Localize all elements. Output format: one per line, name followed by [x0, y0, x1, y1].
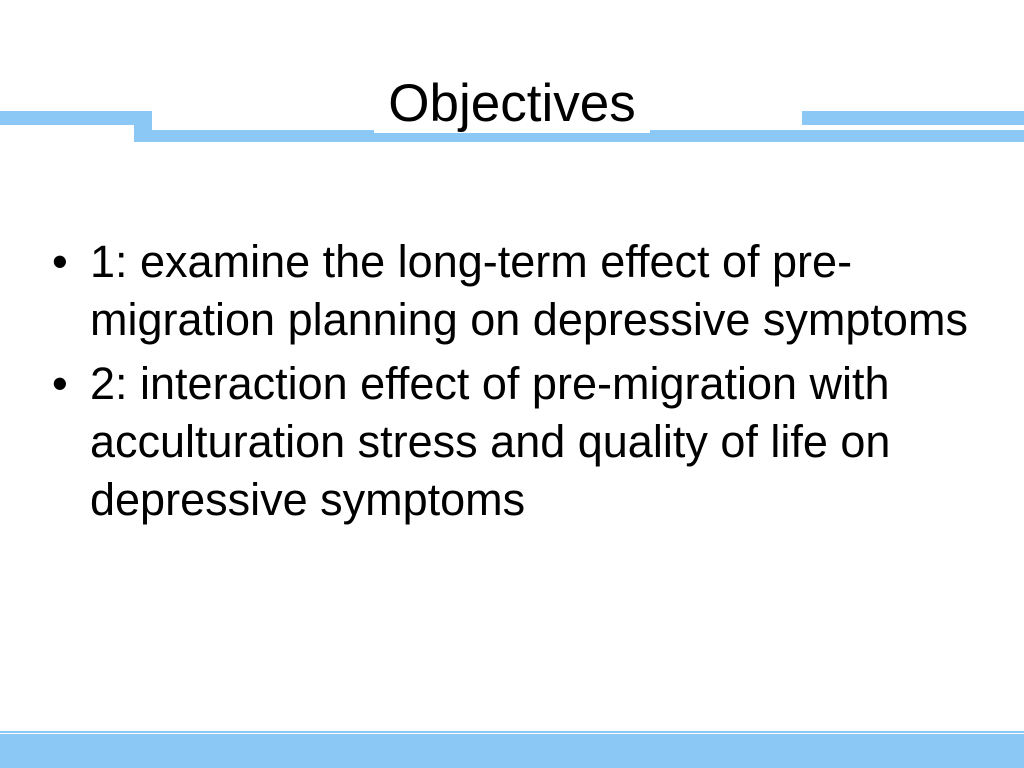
- bullet-text: 2: interaction effect of pre-migration with acculturation stress and quality of life on depressive symptoms: [90, 358, 891, 525]
- bullet-text: 1: examine the long-term effect of pre-migration planning on depressive symptoms: [90, 236, 968, 345]
- slide-title: [0, 72, 1024, 136]
- slide-title-text: Objectives: [374, 74, 649, 133]
- bullet-item: [52, 233, 982, 349]
- bullet-marker: •: [52, 358, 68, 409]
- footer-bar: [0, 734, 1024, 768]
- footer-thin-line: [0, 731, 1024, 733]
- bullet-item: [52, 355, 982, 529]
- bullet-list: [52, 233, 982, 535]
- bullet-marker: •: [52, 236, 68, 287]
